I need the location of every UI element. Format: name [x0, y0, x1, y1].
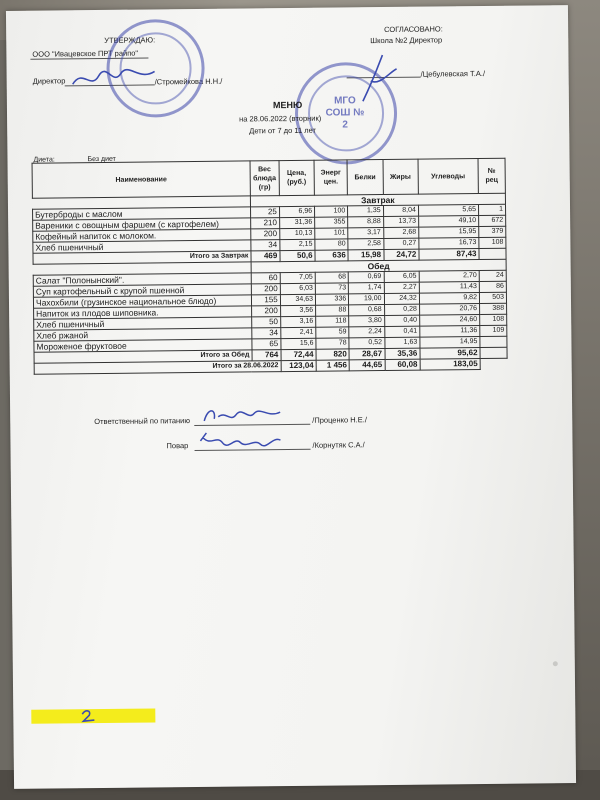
header-name: Наименование	[32, 161, 250, 198]
dish-protein: 1,35	[348, 206, 383, 217]
dish-protein: 0,68	[349, 305, 384, 316]
cook-name: /Корнутяк С.А./	[312, 440, 365, 450]
dish-carbs: 5,65	[418, 205, 478, 217]
dish-name: Суп картофельный с крупой пшенной	[33, 284, 251, 297]
total-energy-lunch: 820	[316, 349, 349, 360]
section-title-breakfast: Завтрак	[250, 193, 505, 207]
dish-protein: 19,00	[349, 294, 384, 305]
total-carbs-lunch: 95,62	[420, 348, 480, 360]
agreed-signature	[352, 51, 403, 112]
dish-fat: 0,40	[384, 315, 419, 326]
dish-fat: 8,04	[383, 205, 418, 216]
dish-weight: 65	[252, 339, 281, 350]
dish-energy: 80	[315, 239, 348, 250]
grand-total-energy: 1 456	[316, 360, 349, 371]
dish-protein: 3,80	[349, 316, 384, 327]
grand-total-price: 123,04	[281, 360, 316, 371]
dish-rec: 24	[479, 270, 506, 281]
agreed-label: СОГЛАСОВАНО:	[384, 24, 443, 35]
dish-energy: 59	[316, 327, 349, 338]
agreed-name: /Цебулевская Т.А./	[420, 68, 486, 79]
director-name: /Стромейкова Н.Н./	[154, 76, 223, 87]
diet-value: Без диет	[87, 155, 116, 164]
dish-protein: 2,24	[349, 327, 384, 338]
dish-rec: 109	[480, 325, 507, 336]
dish-rec: 379	[479, 226, 506, 237]
dish-protein: 1,74	[349, 283, 384, 294]
grand-total-protein: 44,65	[349, 360, 384, 371]
dish-price: 7,05	[280, 272, 315, 283]
section-title-lunch: Обед	[251, 259, 506, 273]
dish-rec: 503	[479, 292, 506, 303]
total-fat-lunch: 35,36	[385, 348, 420, 359]
dish-carbs: 49,10	[418, 216, 478, 228]
dish-protein: 0,52	[349, 338, 384, 349]
menu-table	[32, 155, 508, 375]
dish-price: 10,13	[280, 228, 315, 239]
dish-price: 6,96	[279, 206, 314, 217]
header-weight: Вес блюда (гр)	[250, 161, 279, 196]
dish-fat: 2,68	[383, 227, 418, 238]
dish-protein: 8,88	[348, 217, 383, 228]
dish-name: Вареники с овощным фаршем (с картофелем)	[33, 218, 251, 231]
dish-fat: 0,28	[384, 304, 419, 315]
dish-weight: 155	[251, 295, 280, 306]
dish-carbs: 16,73	[419, 238, 479, 250]
dish-name: Хлеб ржаной	[34, 328, 252, 341]
menu-age: Дети от 7 до 11 лет	[249, 125, 316, 136]
dish-name: Кофейный напиток с молоком.	[33, 229, 251, 242]
director-label: Директор	[32, 76, 66, 86]
dish-rec: 388	[480, 303, 507, 314]
dish-rec: 1	[478, 204, 505, 215]
dish-price: 3,56	[280, 305, 315, 316]
dish-fat: 0,27	[383, 238, 418, 249]
dish-carbs: 20,76	[419, 304, 479, 316]
dish-carbs: 14,95	[420, 337, 480, 349]
dish-name: Бутерброды с маслом	[33, 207, 251, 220]
dish-rec: 108	[480, 314, 507, 325]
grand-total-carbs: 183,05	[420, 359, 480, 371]
dish-fat: 1,63	[384, 337, 419, 348]
dish-energy: 100	[315, 206, 348, 217]
total-price-breakfast: 50,6	[280, 250, 315, 261]
total-price-lunch: 72,44	[281, 349, 316, 360]
dish-energy: 68	[315, 272, 348, 283]
dish-price: 2,15	[280, 239, 315, 250]
dish-energy: 118	[316, 316, 349, 327]
responsible-label: Ответственный по питанию	[94, 416, 190, 427]
total-protein-lunch: 28,67	[349, 349, 384, 360]
total-carbs-breakfast: 87,43	[419, 249, 479, 261]
dish-price: 15,6	[281, 338, 316, 349]
total-protein-breakfast: 15,98	[348, 250, 383, 261]
menu-title: МЕНЮ	[272, 99, 303, 111]
dish-name: Хлеб пшеничный	[33, 240, 251, 253]
dish-weight: 34	[251, 240, 280, 251]
dish-weight: 210	[251, 218, 280, 229]
dish-price: 2,41	[281, 327, 316, 338]
dish-name: Мороженое фруктовое	[34, 339, 252, 352]
grand-total-label: Итого за 28.06.2022	[34, 361, 281, 375]
dish-rec	[480, 336, 507, 347]
dish-price: 31,36	[279, 217, 314, 228]
dish-fat: 0,41	[384, 326, 419, 337]
dish-weight: 200	[251, 284, 280, 295]
grand-total-fat: 60,08	[385, 359, 420, 370]
header-fat: Жиры	[383, 159, 419, 194]
menu-sheet	[6, 5, 576, 789]
school-stamp-text: МГО СОШ № 2	[325, 95, 365, 131]
header-carbs: Углеводы	[418, 159, 479, 195]
dish-energy: 336	[315, 294, 348, 305]
paper-speck	[553, 661, 558, 666]
dish-carbs: 2,70	[419, 271, 479, 283]
total-weight-lunch: 764	[252, 350, 281, 361]
header-protein: Белки	[347, 160, 383, 195]
dish-carbs: 24,60	[419, 315, 479, 327]
dish-fat: 6,05	[384, 271, 419, 282]
dish-fat: 13,73	[383, 216, 418, 227]
dish-price: 6,03	[280, 283, 315, 294]
dish-carbs: 11,36	[420, 326, 480, 338]
header-price: Цена, (руб.)	[279, 160, 315, 195]
dish-energy: 73	[315, 283, 348, 294]
dish-carbs: 11,43	[419, 282, 479, 294]
dish-rec: 86	[479, 281, 506, 292]
total-weight-breakfast: 469	[251, 251, 280, 262]
dish-fat: 2,27	[384, 282, 419, 293]
dish-weight: 60	[251, 273, 280, 284]
table-header-row	[32, 158, 505, 198]
total-label-breakfast: Итого за Завтрак	[33, 251, 251, 264]
dish-protein: 3,17	[348, 228, 383, 239]
dish-name: Салат "Полонынский".	[33, 273, 251, 286]
dish-rec: 672	[479, 215, 506, 226]
diet-label: Диета:	[33, 156, 55, 164]
menu-date: на 28.06.2022 (вторник)	[239, 113, 322, 124]
responsible-name: /Проценко Н.Е./	[312, 415, 367, 425]
dish-carbs: 15,95	[419, 227, 479, 239]
dish-price: 34,63	[280, 294, 315, 305]
cook-label: Повар	[166, 441, 189, 451]
dish-rec: 108	[479, 237, 506, 248]
handwritten-mark	[79, 708, 99, 724]
dish-energy: 78	[316, 338, 349, 349]
dish-protein: 0,69	[348, 272, 383, 283]
dish-weight: 200	[251, 229, 280, 240]
dish-carbs: 9,82	[419, 293, 479, 305]
dish-weight: 34	[252, 328, 281, 339]
dish-protein: 2,58	[348, 239, 383, 250]
total-label-lunch: Итого за Обед	[34, 350, 252, 363]
responsible-signature	[200, 404, 284, 427]
dish-weight: 25	[250, 207, 279, 218]
dish-fat: 24,32	[384, 293, 419, 304]
cook-signature	[196, 428, 284, 453]
director-signature	[69, 63, 159, 94]
total-fat-breakfast: 24,72	[383, 249, 418, 260]
approved-label: УТВЕРЖДАЮ:	[104, 35, 156, 45]
dish-energy: 355	[315, 217, 348, 228]
dish-name: Напиток из плодов шиповника.	[34, 306, 252, 319]
dish-name: Хлеб пшеничный	[34, 317, 252, 330]
dish-price: 3,16	[280, 316, 315, 327]
dish-energy: 88	[316, 305, 349, 316]
agreed-org: Школа №2 Директор	[370, 35, 443, 46]
dish-energy: 101	[315, 228, 348, 239]
total-energy-breakfast: 636	[315, 250, 348, 261]
approved-org: ООО "Ивацевское ПРТ райпо"	[32, 48, 139, 59]
dish-weight: 200	[251, 306, 280, 317]
dish-name: Чахохбили (грузинское национальное блюдо)	[33, 295, 251, 308]
header-energy: Энерг цен.	[314, 160, 348, 195]
dish-weight: 50	[252, 317, 281, 328]
header-rec: № рец	[478, 158, 505, 193]
